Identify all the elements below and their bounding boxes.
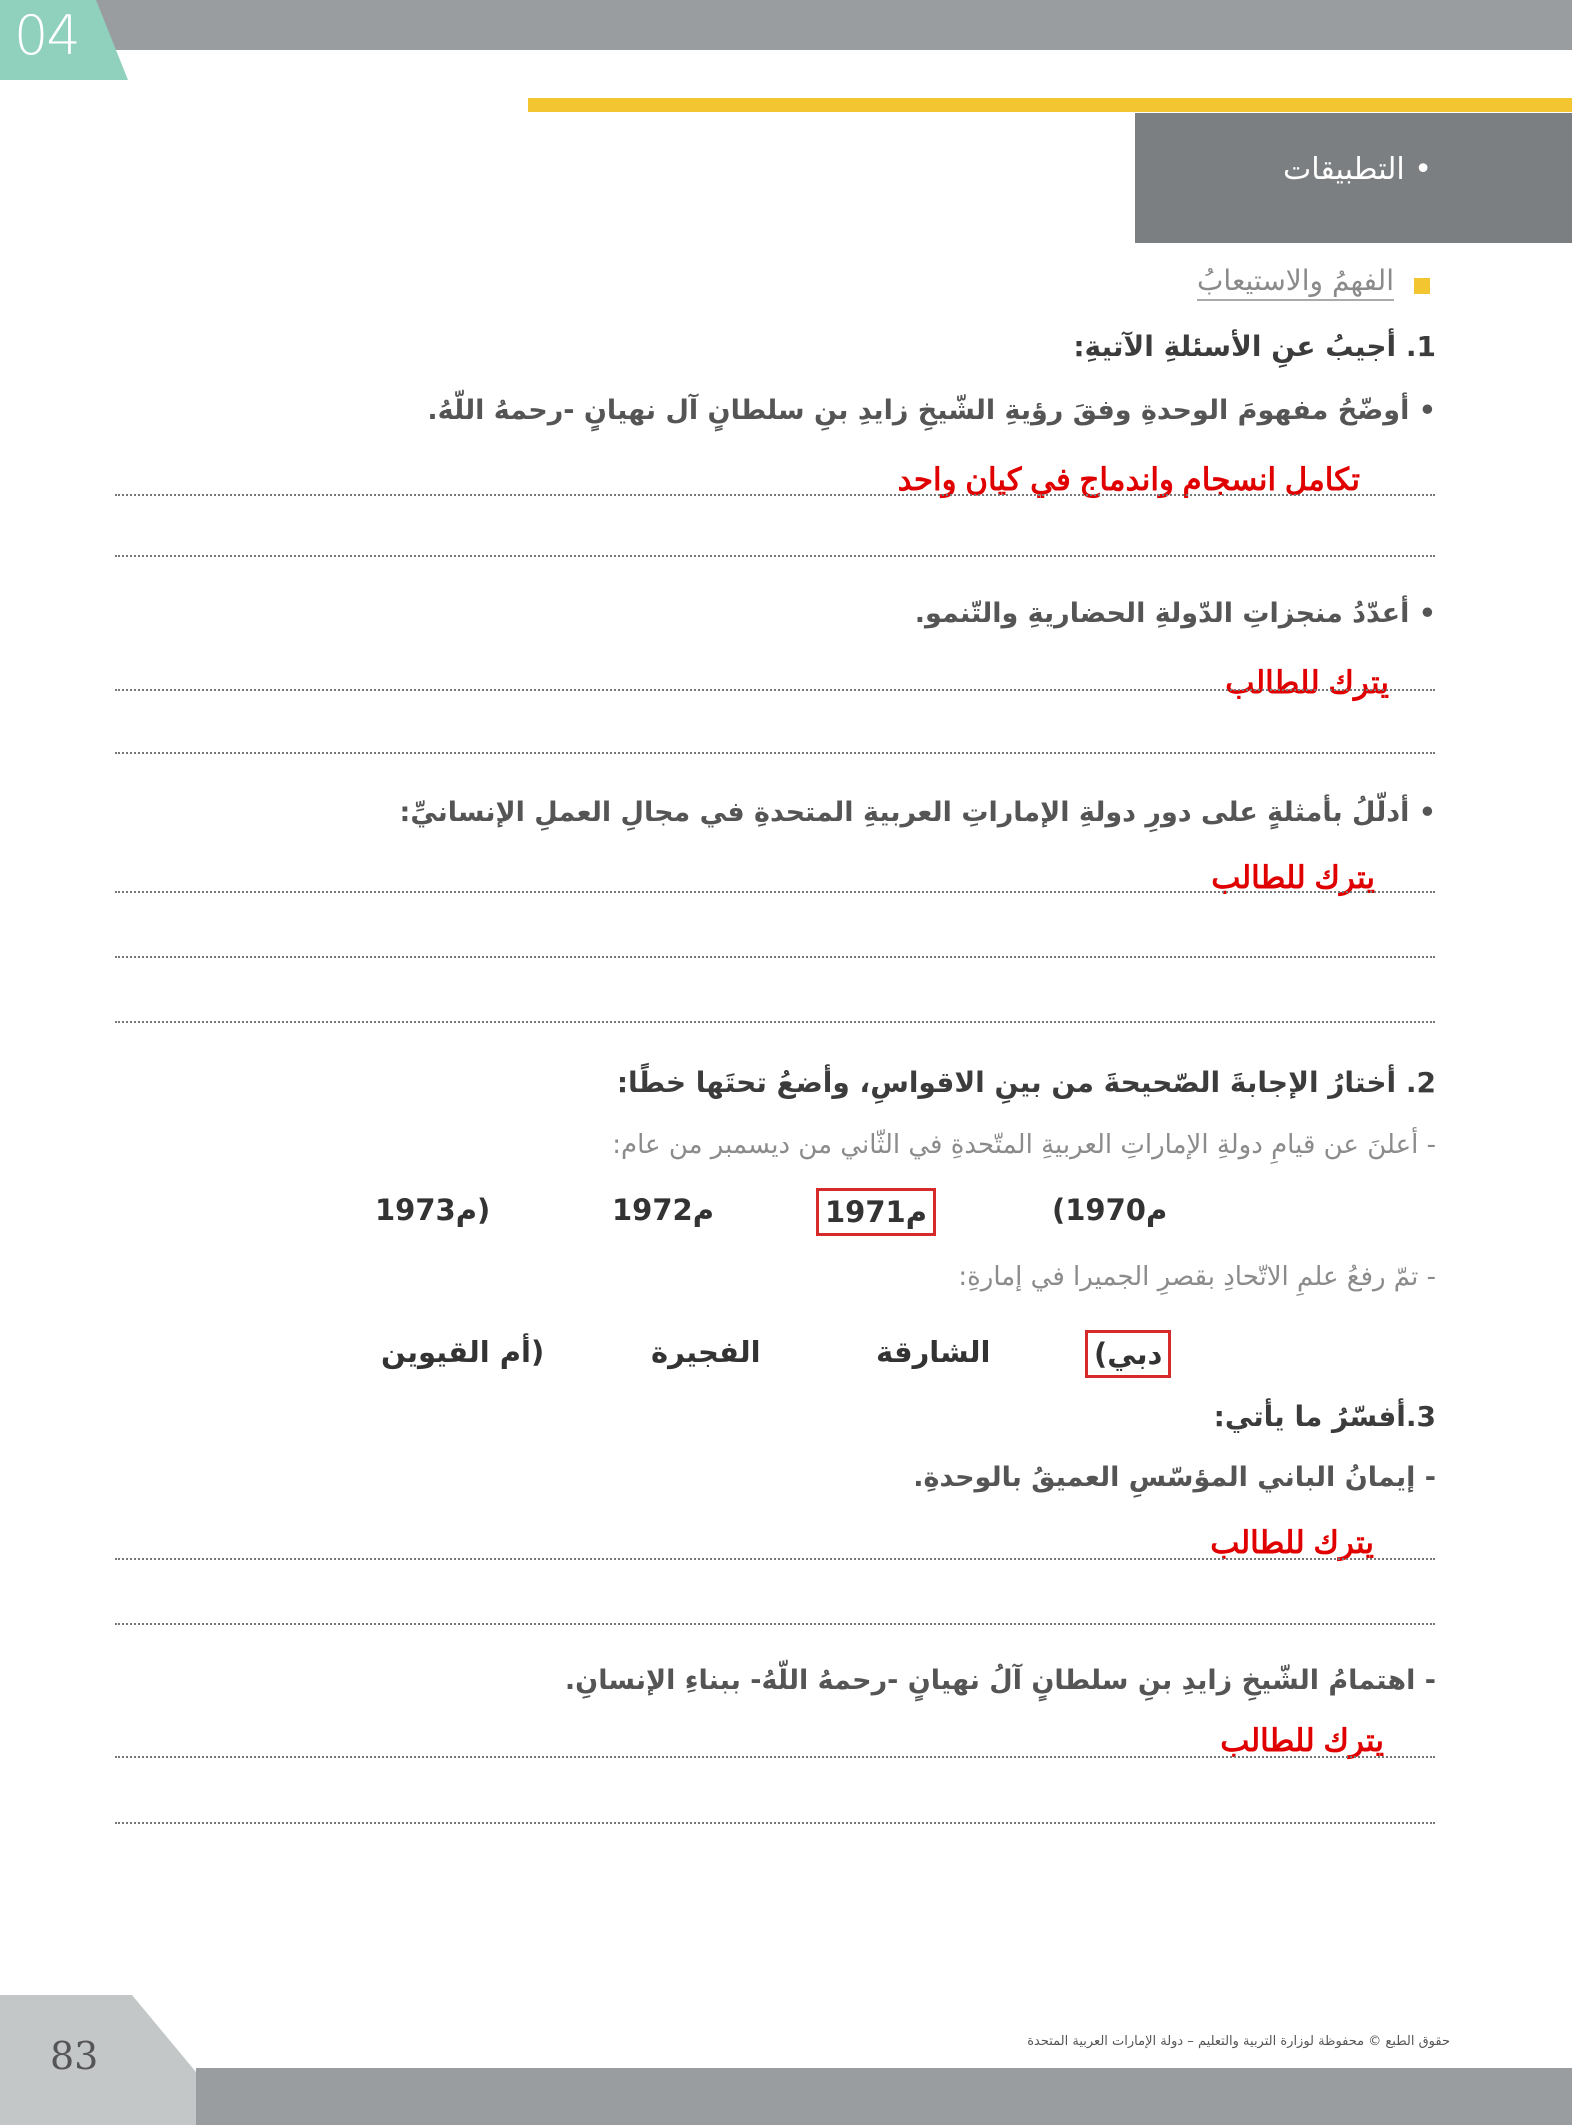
question-1-answer-3: يترك للطالب [1211, 860, 1375, 895]
section-title: • التطبيقات [1282, 152, 1432, 187]
question-3-answer-2: يترك للطالب [1220, 1723, 1384, 1758]
bottom-bar [196, 2068, 1572, 2125]
question-1-prompt-1: • أوضّحُ مفهومَ الوحدةِ وفقَ رؤيةِ الشّيخِ زايدِ بنِ سلطانٍ آل نهيانٍ -رحمهُ اللّهُ. [427, 395, 1436, 426]
copyright-notice: حقوق الطبع © محفوظة لوزارة التربية والتعليم – دولة الإمارات العربية المتحدة [1027, 2034, 1450, 2049]
answer-line [115, 494, 1435, 496]
question-1-answer-2: يترك للطالب [1225, 665, 1389, 700]
answer-line [115, 1756, 1435, 1758]
option-dubai-selected: (دبي [1085, 1330, 1171, 1378]
option-sharjah: الشارقة [876, 1335, 991, 1369]
answer-line [115, 1558, 1435, 1560]
answer-line [115, 956, 1435, 958]
page-number: 83 [50, 2034, 99, 2078]
option-1973: 1973م) [375, 1193, 491, 1227]
answer-line [115, 891, 1435, 893]
answer-line [115, 555, 1435, 557]
subheading-square-icon [1414, 278, 1430, 294]
question-2-prompt-2: - تمّ رفعُ علمِ الاتّحادِ بقصرِ الجميرا في إمارةِ: [958, 1262, 1436, 1292]
option-fujairah: الفجيرة [651, 1335, 761, 1369]
question-1-prompt-2: • أعدّدُ منجزاتِ الدّولةِ الحضاريةِ والتّنمو. [914, 598, 1436, 629]
option-1972: 1972م [612, 1193, 714, 1227]
top-bar [95, 0, 1572, 50]
answer-line [115, 689, 1435, 691]
option-umm-al-quwain: أم القيوين) [381, 1335, 545, 1369]
answer-line [115, 1822, 1435, 1824]
subheading: الفهمُ والاستيعابُ [1197, 264, 1394, 301]
question-3-title: 3.أفسّرُ ما يأتي: [1213, 1400, 1436, 1433]
answer-line [115, 1623, 1435, 1625]
accent-bar [528, 98, 1572, 112]
question-1-prompt-3: • أدلّلُ بأمثلةٍ على دورِ دولةِ الإماراتِ العربيةِ المتحدةِ في مجالِ العملِ الإنسانيِّ: [399, 797, 1436, 828]
question-2-title: 2. أختارُ الإجابةَ الصّحيحةَ من بينِ الاقواسِ، وأضعُ تحتَها خطًا: [616, 1066, 1436, 1099]
question-3-answer-1: يترك للطالب [1210, 1525, 1374, 1560]
option-1971-selected: 1971م [816, 1188, 936, 1236]
answer-line [115, 752, 1435, 754]
question-3-prompt-2: - اهتمامُ الشّيخِ زايدِ بنِ سلطانٍ آلُ نهيانٍ -رحمهُ اللّهُ- ببناءِ الإنسانِ. [564, 1665, 1436, 1696]
chapter-number: 04 [14, 4, 79, 67]
option-1970: (1970م [1052, 1193, 1168, 1227]
question-3-prompt-1: - إيمانُ الباني المؤسّسِ العميقُ بالوحدةِ. [913, 1462, 1436, 1493]
question-1-title: 1. أجيبُ عنِ الأسئلةِ الآتيةِ: [1073, 330, 1436, 363]
question-2-prompt-1: - أعلنَ عن قيامِ دولةِ الإماراتِ العربيةِ المتّحدةِ في الثّاني من ديسمبر من عام: [612, 1130, 1436, 1160]
question-1-answer-1: تكامل انسجام واندماج في كيان واحد [897, 462, 1360, 497]
answer-line [115, 1021, 1435, 1023]
